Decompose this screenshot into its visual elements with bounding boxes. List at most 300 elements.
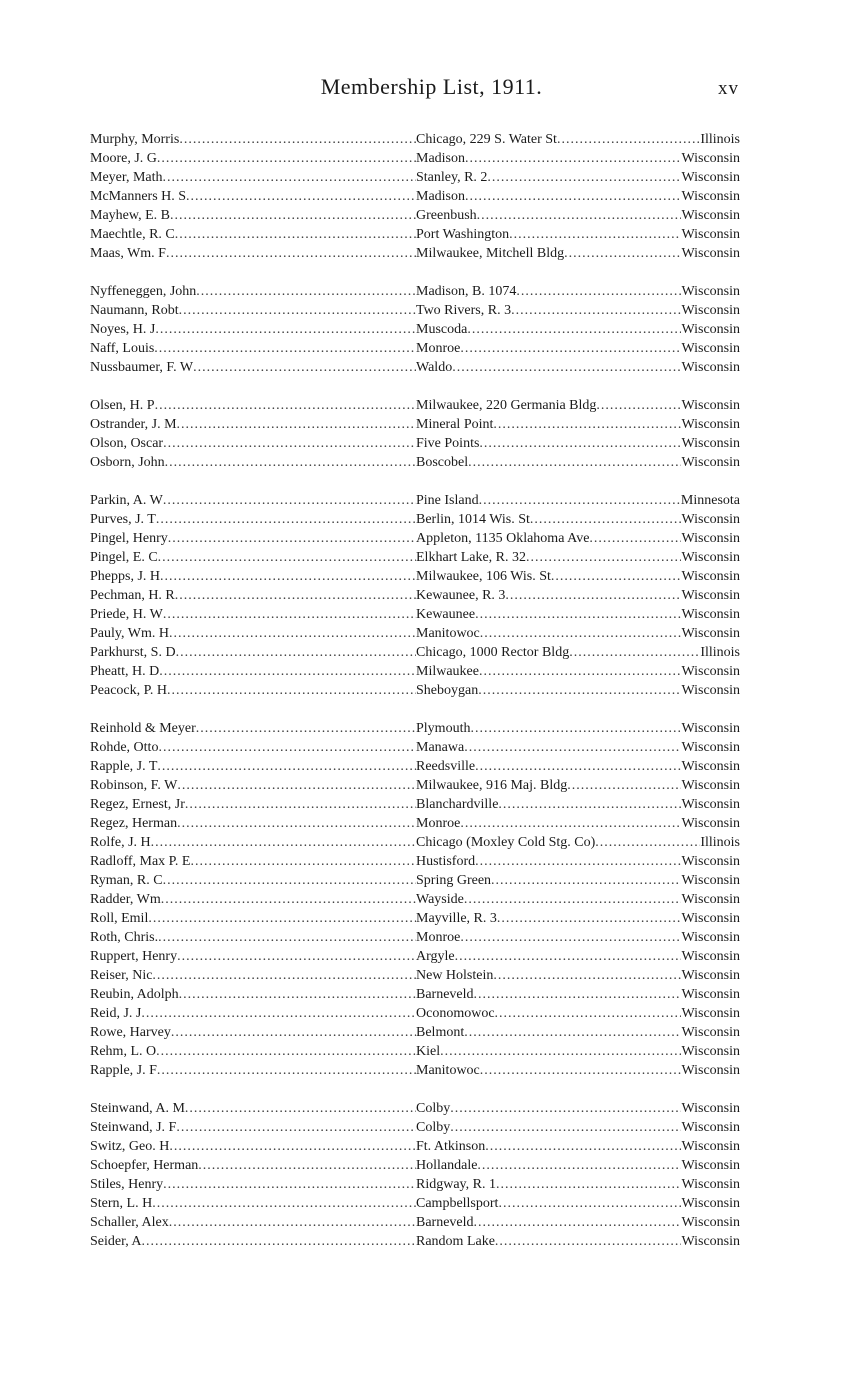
member-city: Ft. Atkinson xyxy=(416,1139,486,1154)
member-name: Regez, Ernest, Jr xyxy=(90,797,185,812)
member-state: Wisconsin xyxy=(681,892,740,907)
member-state: Wisconsin xyxy=(681,246,740,261)
dot-leader xyxy=(452,358,681,377)
dot-leader xyxy=(161,890,416,909)
member-name: Schaller, Alex xyxy=(90,1215,169,1230)
member-state: Wisconsin xyxy=(681,949,740,964)
member-city: Kewaunee xyxy=(416,607,476,622)
member-name: Regez, Herman xyxy=(90,816,178,831)
dot-leader xyxy=(163,491,416,510)
member-name: Switz, Geo. H xyxy=(90,1139,170,1154)
dot-leader xyxy=(475,757,681,776)
dot-leader xyxy=(157,757,416,776)
dot-leader xyxy=(175,586,416,605)
member-city: Kiel xyxy=(416,1044,441,1059)
member-name: Nussbaumer, F. W xyxy=(90,360,194,375)
dot-leader xyxy=(163,168,416,187)
dot-leader xyxy=(479,662,681,681)
member-name: Pauly, Wm. H xyxy=(90,626,169,641)
page-number: xv xyxy=(718,78,739,99)
member-row xyxy=(90,776,740,795)
member-name: Peacock, P. H xyxy=(90,683,167,698)
member-name: Purves, J. T xyxy=(90,512,156,527)
member-name: Radder, Wm xyxy=(90,892,161,907)
member-city: Madison xyxy=(416,151,465,166)
dot-leader xyxy=(169,1213,416,1232)
dot-leader xyxy=(158,928,416,947)
member-row xyxy=(90,301,740,320)
member-state: Wisconsin xyxy=(681,170,740,185)
member-row xyxy=(90,187,740,206)
dot-leader xyxy=(152,966,416,985)
member-city: Colby xyxy=(416,1120,451,1135)
member-state: Illinois xyxy=(700,835,740,850)
dot-leader xyxy=(468,453,681,472)
member-state: Wisconsin xyxy=(681,1006,740,1021)
dot-leader xyxy=(163,605,416,624)
member-name: Ostrander, J. M xyxy=(90,417,177,432)
member-state: Wisconsin xyxy=(681,683,740,698)
member-state: Wisconsin xyxy=(681,284,740,299)
member-state: Wisconsin xyxy=(681,569,740,584)
member-city: New Holstein xyxy=(416,968,494,983)
dot-leader xyxy=(179,301,416,320)
member-name: Ruppert, Henry xyxy=(90,949,178,964)
member-name: Naff, Louis xyxy=(90,341,155,356)
member-row xyxy=(90,833,740,852)
member-name: Noyes, H. J xyxy=(90,322,156,337)
member-name: Olson, Oscar xyxy=(90,436,164,451)
member-name: Maechtle, R. C xyxy=(90,227,175,242)
member-state: Illinois xyxy=(700,645,740,660)
dot-leader xyxy=(151,833,416,852)
member-state: Wisconsin xyxy=(681,664,740,679)
member-city: Reedsville xyxy=(416,759,476,774)
member-state: Wisconsin xyxy=(681,1196,740,1211)
dot-leader xyxy=(493,415,681,434)
member-row xyxy=(90,605,740,624)
dot-leader xyxy=(464,1023,681,1042)
member-city: Sheboygan xyxy=(416,683,479,698)
dot-leader xyxy=(177,814,416,833)
dot-leader xyxy=(498,795,681,814)
member-state: Wisconsin xyxy=(681,1063,740,1078)
dot-leader xyxy=(493,966,681,985)
dot-leader xyxy=(141,1004,416,1023)
member-state: Wisconsin xyxy=(681,854,740,869)
member-name: Phepps, J. H xyxy=(90,569,161,584)
member-name: Rehm, L. O xyxy=(90,1044,157,1059)
member-city: Argyle xyxy=(416,949,455,964)
member-row xyxy=(90,339,740,358)
member-name: Mayhew, E. B xyxy=(90,208,170,223)
member-city: Blanchardville xyxy=(416,797,499,812)
dot-leader xyxy=(485,1137,681,1156)
dot-leader xyxy=(169,1137,416,1156)
member-city: Monroe xyxy=(416,816,461,831)
member-row xyxy=(90,624,740,643)
member-name: Steinwand, A. M xyxy=(90,1101,185,1116)
member-row xyxy=(90,548,740,567)
member-name: Rohde, Otto xyxy=(90,740,159,755)
dot-leader xyxy=(190,852,416,871)
member-row xyxy=(90,149,740,168)
member-name: Pingel, Henry xyxy=(90,531,168,546)
member-city: Kewaunee, R. 3 xyxy=(416,588,506,603)
dot-leader xyxy=(474,985,682,1004)
member-city: Muscoda xyxy=(416,322,468,337)
dot-leader xyxy=(167,681,416,700)
dot-leader xyxy=(455,947,682,966)
member-group xyxy=(90,719,740,1080)
dot-leader xyxy=(480,624,682,643)
member-row xyxy=(90,909,740,928)
member-state: Wisconsin xyxy=(681,227,740,242)
dot-leader xyxy=(177,947,416,966)
member-city: Oconomowoc xyxy=(416,1006,495,1021)
dot-leader xyxy=(475,605,681,624)
dot-leader xyxy=(440,1042,681,1061)
member-name: Roll, Emil xyxy=(90,911,149,926)
member-city: Chicago (Moxley Cold Stg. Co) xyxy=(416,835,596,850)
member-row xyxy=(90,1213,740,1232)
member-row xyxy=(90,415,740,434)
member-row xyxy=(90,947,740,966)
member-city: Colby xyxy=(416,1101,451,1116)
member-state: Wisconsin xyxy=(681,341,740,356)
member-name: Stern, L. H xyxy=(90,1196,153,1211)
dot-leader xyxy=(478,681,681,700)
dot-leader xyxy=(551,567,682,586)
member-city: Random Lake xyxy=(416,1234,495,1249)
member-state: Wisconsin xyxy=(681,322,740,337)
member-name: Radloff, Max P. E xyxy=(90,854,191,869)
member-city: Madison, B. 1074 xyxy=(416,284,517,299)
member-name: Meyer, Math xyxy=(90,170,163,185)
dot-leader xyxy=(196,719,416,738)
member-row xyxy=(90,681,740,700)
dot-leader xyxy=(498,1194,681,1213)
member-name: Ryman, R. C xyxy=(90,873,163,888)
dot-leader xyxy=(198,1156,416,1175)
member-city: Two Rivers, R. 3 xyxy=(416,303,512,318)
member-state: Wisconsin xyxy=(681,740,740,755)
dot-leader xyxy=(479,434,681,453)
member-name: Osborn, John xyxy=(90,455,165,470)
member-row xyxy=(90,491,740,510)
member-name: Pingel, E. C xyxy=(90,550,158,565)
dot-leader xyxy=(516,282,681,301)
member-row xyxy=(90,529,740,548)
member-row xyxy=(90,434,740,453)
member-name: Nyffeneggen, John xyxy=(90,284,197,299)
member-name: Olsen, H. P xyxy=(90,398,155,413)
dot-leader xyxy=(168,529,416,548)
member-state: Wisconsin xyxy=(681,531,740,546)
dot-leader xyxy=(474,1213,682,1232)
dot-leader xyxy=(464,738,681,757)
dot-leader xyxy=(185,795,416,814)
member-state: Wisconsin xyxy=(681,778,740,793)
dot-leader xyxy=(450,1099,681,1118)
member-city: Milwaukee, 916 Maj. Bldg xyxy=(416,778,568,793)
member-state: Wisconsin xyxy=(681,911,740,926)
dot-leader xyxy=(193,358,416,377)
member-name: Stiles, Henry xyxy=(90,1177,164,1192)
member-row xyxy=(90,396,740,415)
member-city: Boscobel xyxy=(416,455,469,470)
member-state: Wisconsin xyxy=(681,1215,740,1230)
member-state: Wisconsin xyxy=(681,1234,740,1249)
dot-leader xyxy=(595,833,700,852)
member-row xyxy=(90,795,740,814)
member-name: Maas, Wm. F xyxy=(90,246,166,261)
dot-leader xyxy=(495,1004,682,1023)
member-state: Wisconsin xyxy=(681,968,740,983)
member-row xyxy=(90,985,740,1004)
member-row xyxy=(90,1137,740,1156)
member-state: Wisconsin xyxy=(681,797,740,812)
dot-leader xyxy=(163,434,416,453)
member-city: Manitowoc xyxy=(416,1063,480,1078)
member-row xyxy=(90,738,740,757)
member-name: Schoepfer, Herman xyxy=(90,1158,199,1173)
dot-leader xyxy=(158,548,416,567)
member-row xyxy=(90,1099,740,1118)
member-city: Spring Green xyxy=(416,873,492,888)
dot-leader xyxy=(505,586,681,605)
member-state: Wisconsin xyxy=(681,398,740,413)
member-row xyxy=(90,814,740,833)
member-row xyxy=(90,757,740,776)
member-city: Milwaukee, Mitchell Bldg xyxy=(416,246,565,261)
member-state: Wisconsin xyxy=(681,360,740,375)
member-state: Wisconsin xyxy=(681,626,740,641)
dot-leader xyxy=(497,909,682,928)
member-city: Plymouth xyxy=(416,721,471,736)
member-city: Five Points xyxy=(416,436,480,451)
member-city: Hustisford xyxy=(416,854,476,869)
member-state: Minnesota xyxy=(680,493,740,508)
member-city: Waldo xyxy=(416,360,453,375)
dot-leader xyxy=(491,871,681,890)
member-row xyxy=(90,1194,740,1213)
member-name: Rapple, J. T xyxy=(90,759,158,774)
dot-leader xyxy=(530,510,682,529)
member-state: Wisconsin xyxy=(681,189,740,204)
member-row xyxy=(90,586,740,605)
member-state: Wisconsin xyxy=(681,588,740,603)
dot-leader xyxy=(148,909,416,928)
member-name: Parkin, A. W xyxy=(90,493,163,508)
dot-leader xyxy=(170,206,416,225)
dot-leader xyxy=(464,890,682,909)
member-row xyxy=(90,1042,740,1061)
member-state: Wisconsin xyxy=(681,1025,740,1040)
member-state: Wisconsin xyxy=(681,550,740,565)
member-row xyxy=(90,852,740,871)
member-name: Priede, H. W xyxy=(90,607,163,622)
dot-leader xyxy=(465,149,681,168)
member-row xyxy=(90,244,740,263)
dot-leader xyxy=(496,1175,681,1194)
member-row xyxy=(90,358,740,377)
member-city: Milwaukee, 106 Wis. St xyxy=(416,569,551,584)
member-row xyxy=(90,1232,740,1251)
member-name: Moore, J. G xyxy=(90,151,157,166)
member-city: Port Washington xyxy=(416,227,510,242)
member-group xyxy=(90,282,740,377)
dot-leader xyxy=(165,453,416,472)
member-state: Wisconsin xyxy=(681,436,740,451)
member-name: Rolfe, J. H xyxy=(90,835,151,850)
dot-leader xyxy=(142,1232,416,1251)
member-row xyxy=(90,130,740,149)
dot-leader xyxy=(589,529,681,548)
member-group xyxy=(90,491,740,700)
dot-leader xyxy=(460,928,681,947)
member-state: Wisconsin xyxy=(681,873,740,888)
member-name: Rapple, J. F xyxy=(90,1063,157,1078)
dot-leader xyxy=(511,301,681,320)
dot-leader xyxy=(155,320,416,339)
member-city: Chicago, 1000 Rector Bldg xyxy=(416,645,570,660)
member-state: Wisconsin xyxy=(681,1044,740,1059)
dot-leader xyxy=(495,1232,682,1251)
dot-leader xyxy=(177,415,416,434)
member-state: Wisconsin xyxy=(681,512,740,527)
dot-leader xyxy=(166,244,416,263)
dot-leader xyxy=(176,1118,416,1137)
member-name: Reinhold & Meyer xyxy=(90,721,196,736)
dot-leader xyxy=(460,814,681,833)
member-state: Wisconsin xyxy=(681,987,740,1002)
dot-leader xyxy=(470,719,681,738)
dot-leader xyxy=(487,168,681,187)
member-row xyxy=(90,225,740,244)
member-state: Wisconsin xyxy=(681,455,740,470)
member-name: Steinwand, J. F xyxy=(90,1120,177,1135)
member-name: Reubin, Adolph xyxy=(90,987,179,1002)
dot-leader xyxy=(460,339,681,358)
member-group xyxy=(90,130,740,263)
dot-leader xyxy=(186,187,416,206)
member-row xyxy=(90,206,740,225)
member-row xyxy=(90,890,740,909)
member-name: Reiser, Nic xyxy=(90,968,153,983)
dot-leader xyxy=(179,985,416,1004)
member-row xyxy=(90,320,740,339)
membership-list xyxy=(90,130,740,1270)
dot-leader xyxy=(157,149,416,168)
member-state: Wisconsin xyxy=(681,1101,740,1116)
dot-leader xyxy=(176,643,416,662)
dot-leader xyxy=(196,282,416,301)
dot-leader xyxy=(567,776,681,795)
member-city: Mineral Point xyxy=(416,417,494,432)
dot-leader xyxy=(169,624,416,643)
member-row xyxy=(90,643,740,662)
member-city: Berlin, 1014 Wis. St xyxy=(416,512,530,527)
dot-leader xyxy=(155,396,416,415)
member-city: Belmont xyxy=(416,1025,465,1040)
member-row xyxy=(90,1156,740,1175)
dot-leader xyxy=(509,225,681,244)
member-state: Illinois xyxy=(700,132,740,147)
member-state: Wisconsin xyxy=(681,721,740,736)
member-row xyxy=(90,928,740,947)
dot-leader xyxy=(480,1061,682,1080)
member-name: Naumann, Robt xyxy=(90,303,179,318)
member-row xyxy=(90,1004,740,1023)
dot-leader xyxy=(158,738,416,757)
member-city: Stanley, R. 2 xyxy=(416,170,488,185)
member-city: Greenbush xyxy=(416,208,477,223)
member-row xyxy=(90,966,740,985)
member-row xyxy=(90,1175,740,1194)
dot-leader xyxy=(450,1118,681,1137)
member-city: Campbellsport xyxy=(416,1196,499,1211)
member-row xyxy=(90,282,740,301)
member-row xyxy=(90,1023,740,1042)
member-name: Pechman, H. R xyxy=(90,588,175,603)
member-city: Manitowoc xyxy=(416,626,480,641)
dot-leader xyxy=(163,871,416,890)
dot-leader xyxy=(185,1099,416,1118)
dot-leader xyxy=(157,1061,416,1080)
dot-leader xyxy=(175,225,416,244)
member-city: Appleton, 1135 Oklahoma Ave xyxy=(416,531,590,546)
member-city: Hollandale xyxy=(416,1158,478,1173)
dot-leader xyxy=(156,510,416,529)
dot-leader xyxy=(477,206,682,225)
member-city: Barneveld xyxy=(416,1215,474,1230)
member-name: Reid, J. J xyxy=(90,1006,142,1021)
member-state: Wisconsin xyxy=(681,151,740,166)
member-city: Mayville, R. 3 xyxy=(416,911,497,926)
member-state: Wisconsin xyxy=(681,1139,740,1154)
member-group xyxy=(90,1099,740,1251)
member-name: Robinson, F. W xyxy=(90,778,178,793)
dot-leader xyxy=(477,1156,681,1175)
member-name: Roth, Chris. xyxy=(90,930,159,945)
dot-leader xyxy=(479,491,681,510)
dot-leader xyxy=(154,339,416,358)
member-row xyxy=(90,168,740,187)
member-state: Wisconsin xyxy=(681,1177,740,1192)
member-city: Manawa xyxy=(416,740,465,755)
dot-leader xyxy=(160,567,416,586)
dot-leader xyxy=(179,130,416,149)
member-city: Elkhart Lake, R. 32 xyxy=(416,550,527,565)
member-row xyxy=(90,871,740,890)
member-row xyxy=(90,662,740,681)
member-name: Parkhurst, S. D xyxy=(90,645,176,660)
member-state: Wisconsin xyxy=(681,607,740,622)
dot-leader xyxy=(465,187,681,206)
member-row xyxy=(90,567,740,586)
member-state: Wisconsin xyxy=(681,930,740,945)
member-state: Wisconsin xyxy=(681,816,740,831)
dot-leader xyxy=(467,320,681,339)
member-name: McManners H. S xyxy=(90,189,187,204)
member-name: Rowe, Harvey xyxy=(90,1025,171,1040)
dot-leader xyxy=(177,776,416,795)
dot-leader xyxy=(526,548,681,567)
member-city: Monroe xyxy=(416,930,461,945)
dot-leader xyxy=(557,130,700,149)
member-name: Murphy, Morris xyxy=(90,132,180,147)
